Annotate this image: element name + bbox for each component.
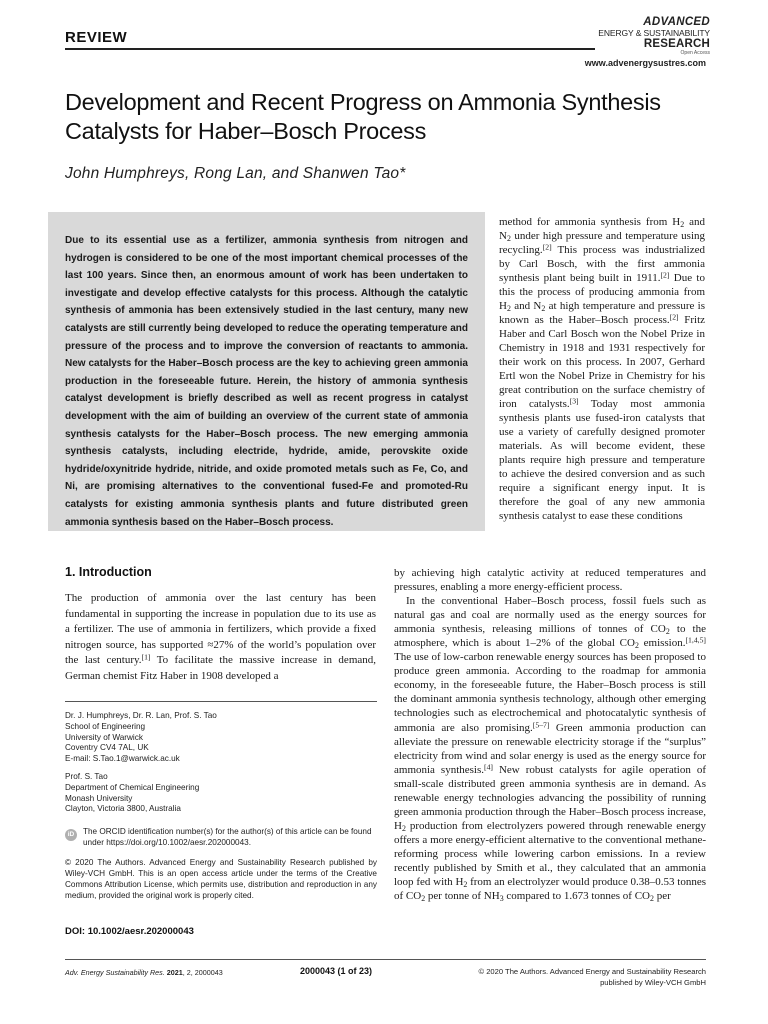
license-text: © 2020 The Authors. Advanced Energy and Sustainability Research published by Wiley-VCH GmbH. This is an open access article under the terms of the Creative Commons Attribution License, which permits use, distribution and reproduction in any medium, provided the original work is properly cited. [65, 858, 377, 900]
body-text: per [653, 890, 671, 903]
citation-ref[interactable]: [3] [569, 396, 579, 406]
body-text: under high pressure and temperature using recycling. [499, 230, 705, 256]
citation-ref[interactable]: [5–7] [532, 720, 550, 730]
journal-url[interactable]: www.advenergysustres.com [584, 58, 706, 68]
subscript: 2 [650, 894, 654, 904]
footer-rule [65, 959, 706, 960]
subscript: 2 [401, 823, 406, 833]
affiliation-line: Clayton, Victoria 3800, Australia [65, 804, 181, 814]
author-list: John Humphreys, Rong Lan, and Shanwen Tao* [65, 165, 406, 182]
subscript: 2 [541, 303, 546, 313]
subscript: 2 [665, 627, 670, 637]
body-text: to the atmosphere, which is about 1–2% of the global CO [394, 623, 706, 650]
section-heading: 1. Introduction [65, 565, 152, 579]
body-text: by achieving high catalytic activity at reduced temperatures and pressures, enabling a more energy-efficient process. [394, 567, 706, 594]
footer-copyright-line: published by Wiley-VCH GmbH [600, 978, 706, 987]
body-text: method for ammonia synthesis from H [499, 216, 681, 228]
footer-year: 2021 [166, 968, 183, 977]
body-text: To facilitate the massive increase in demand, German chemist Fitz Haber in 1908 developed a [65, 654, 377, 682]
body-paragraph [394, 566, 706, 594]
affiliation-block-1 [65, 711, 377, 765]
introduction-paragraph [65, 591, 376, 685]
affiliation-line: School of Engineering [65, 721, 146, 731]
body-text: at high temperature and pressure is known as the Haber–Bosch process. [499, 300, 706, 326]
body-text: New robust catalysts for agile operation of small-scale distributed green ammonia synthesis are in demand. As renewable energy technologies advancing the possibility of running green ammonia production through the Haber–Bosch process increase, H [394, 763, 706, 832]
footer-journal-abbrev: Adv. Energy Sustainability Res. [65, 968, 165, 977]
header-rule [65, 48, 595, 50]
subscript: 2 [634, 641, 639, 651]
body-text: Green ammonia production can alleviate the pressure on renewable electricity storage if the “surplus” electricity from wind and solar energy is used as the energy source for ammonia synthesis. [394, 721, 706, 776]
journal-logo-line1: ADVANCED [643, 16, 710, 28]
subscript: 2 [506, 303, 511, 313]
citation-ref[interactable]: [2] [660, 270, 670, 280]
abstract-text: Due to its essential use as a fertilizer, ammonia synthesis from nitrogen and hydrogen is considered to be one of the most important chemical processes of the last 100 years. Since then, an enormous amount of work has been undertaken to investigate and develop effective catalysts for this process. Although the catalytic synthesis of ammonia has been extensively studied in the last century, many new catalysts are still currently being developed to reduce the operating temperature and pressure of the process and to improve the conversion of reactants to ammonia. New catalysts for the Haber–Bosch process are the key to achieving green ammonia production in the foreseeable future. Herein, the history of ammonia synthesis catalyst development is briefly described as well as recent progress in catalyst development with the aim of building an overview of the current state of ammonia synthesis catalysts for the Haber–Bosch process. The new emerging ammonia synthesis catalysts, including electride, hydride, amide, perovskite oxide hydride/oxynitride hydride, nitride, and oxide promoted metals such as Fe, Co, and Ni, are promising alternatives to the conventional fused-Fe and promoted-Ru catalysts for existing ammonia synthesis plants and future distributed green ammonia synthesis based on the Haber–Bosch process. [65, 235, 468, 528]
body-text: This process was industrialized by Carl Bosch, with the first ammonia synthesis plant being built in 1911. [499, 244, 705, 284]
affiliation-line: University of Warwick [65, 732, 143, 742]
citation-ref[interactable]: [2] [542, 242, 552, 252]
citation-ref[interactable]: [1,4,5] [685, 635, 706, 645]
citation-ref[interactable]: [1] [141, 652, 151, 662]
subscript: 3 [499, 894, 504, 904]
affiliation-rule [65, 701, 377, 702]
body-paragraph [394, 594, 706, 903]
doi-link[interactable]: DOI: 10.1002/aesr.202000043 [65, 926, 194, 937]
affiliation-line: Coventry CV4 7AL, UK [65, 743, 149, 753]
footer-copyright-line: © 2020 The Authors. Advanced Energy and Sustainability Research [478, 967, 706, 976]
citation-ref[interactable]: [4] [484, 762, 493, 772]
footer-volume: , 2, 2000043 [182, 968, 223, 977]
body-text: Fritz Haber and Carl Bosch won the Nobel Prize in Chemistry in 1918 and 1931 respectively for their work on this process. In 2007, Gerhard Ertl won the Nobel Prize in Chemistry for his great contribution on the surface chemistry of iron catalysts. [499, 314, 706, 410]
journal-logo [588, 16, 710, 56]
section-label: REVIEW [65, 29, 128, 46]
subscript: 2 [506, 233, 511, 243]
affiliation-line: Dr. J. Humphreys, Dr. R. Lan, Prof. S. Tao [65, 711, 217, 720]
orcid-icon[interactable]: iD [65, 829, 77, 841]
body-text: Today most ammonia synthesis plants use fused-iron catalysts that use a variety of carefully designed promoter materials. As will become evident, these plants require high pressure and temperature to achieve the desired conversion and as such require a significant energy input. It is therefore the goal of any new ammonia synthesis catalyst to ease these conditions [499, 398, 705, 522]
subscript: 2 [421, 894, 426, 904]
journal-logo-line3: RESEARCH [643, 38, 710, 50]
affiliation-line: Department of Chemical Engineering [65, 782, 200, 792]
citation-ref[interactable]: [2] [669, 312, 679, 322]
body-right-column-main [394, 566, 706, 903]
body-text: In the conventional Haber–Bosch process, fossil fuels such as natural gas and coal are normally used as the energy sources for ammonia synthesis, releasing millions of tonnes of CO [394, 595, 706, 636]
body-text: compared to 1.673 tonnes of CO [503, 890, 650, 903]
article-title: Development and Recent Progress on Ammonia Synthesis Catalysts for Haber–Bosch Process [65, 89, 661, 144]
body-right-column-top [499, 215, 705, 523]
body-text: production from electrolyzers powered through renewable energy offers a more energy-efficient alternative to the conventional methane-reforming process while lowering carbon emissions. In a review recently published by Smith et al., they calculated that an ammonia loop fed with H [394, 819, 706, 889]
page-number: 2000043 (1 of 23) [300, 966, 373, 976]
journal-logo-line2: ENERGY & SUSTAINABILITY [598, 28, 710, 38]
body-text: Due to this the process of producing ammonia from H [499, 272, 705, 312]
affiliation-block-2 [65, 772, 377, 815]
body-text: and N [499, 216, 705, 242]
subscript: 2 [680, 219, 685, 229]
body-text: The use of low-carbon renewable energy sources has been proposed to produce green ammonia. According to the roadmap for ammonia economy, in the foreseeable future, the Haber–Bosch process is still the dominant ammonia synthesis technology, although other emerging technologies such as electrochemical and photocatalytic synthesis of ammonia are also promising. [394, 651, 706, 734]
body-text: emission. [638, 637, 686, 650]
author-email[interactable]: E-mail: S.Tao.1@warwick.ac.uk [65, 754, 180, 764]
body-text: and N [510, 300, 542, 312]
affiliation-line: Monash University [65, 793, 133, 803]
subscript: 2 [463, 880, 468, 889]
footer-citation [65, 968, 223, 977]
footer-copyright [426, 966, 706, 988]
body-text: The production of ammonia over the last century has been fundamental in supporting the increase in population due to its use as a fertilizer. The use of ammonia in fertilizers, which provide a fixed nitrogen source, has supported ≈27% of the world’s population over the last century. [65, 592, 376, 667]
journal-logo-line4: Open Access [680, 50, 710, 56]
body-text: per tonne of NH [425, 890, 500, 903]
orcid-text: The ORCID identification number(s) for the author(s) of this article can be found under https://doi.org/10.1002/aesr.202000043. [83, 827, 372, 847]
body-text: from an electrolyzer would produce 0.38–0.53 tonnes of CO [394, 876, 706, 903]
affiliation-line: Prof. S. Tao [65, 772, 108, 781]
orcid-note [65, 827, 377, 849]
